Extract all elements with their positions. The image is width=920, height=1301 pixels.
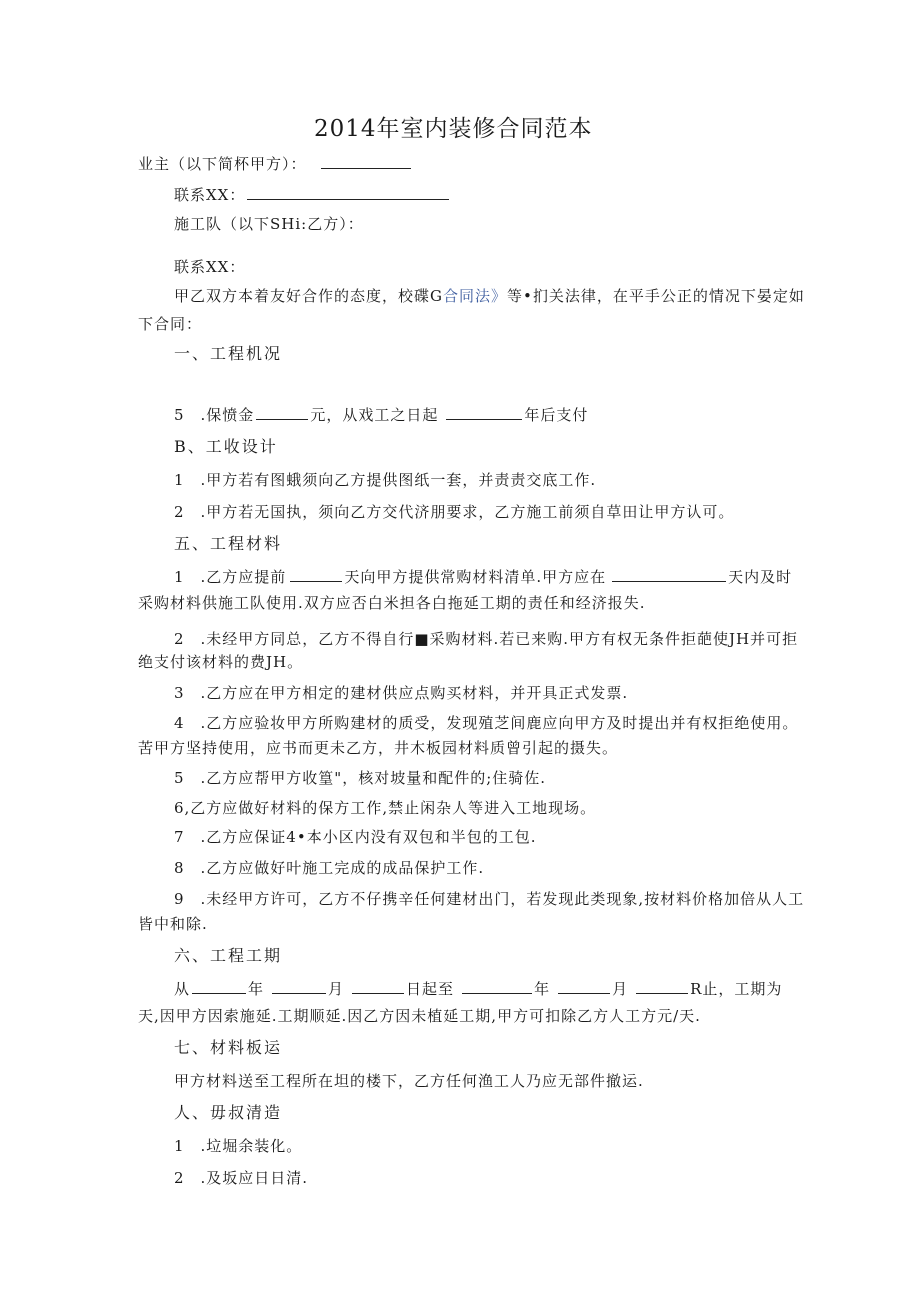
contact-line-1 [174, 185, 449, 205]
material-1-blank-1 [290, 567, 342, 582]
section-heading-1: 一、工程机况 [174, 344, 283, 363]
material-item-3: 3 .乙方应在甲方相定的建材供应点购买材料，并开具正式发票. [174, 684, 629, 702]
deposit-text-a: 5 .保愤金 [174, 406, 255, 424]
period-year-2: 年 [534, 980, 551, 998]
period-from: 从 [174, 980, 191, 998]
material-item-1-line-1 [174, 567, 792, 587]
material-item-4-line-2: 苦甲方坚持使用，应书而更未乙方，井木板园材料质曾引起的摄失。 [138, 739, 619, 757]
owner-line [138, 154, 411, 174]
intro-text-a: 甲乙双方本着友好合作的态度，校碟G [174, 287, 443, 305]
material-item-5: 5 .乙方应帮甲方收篁"，核对坡量和配件的;住骑佐. [174, 769, 547, 787]
deposit-blank-1 [256, 405, 308, 420]
deposit-text-b: 元，从戏工之日起 [310, 406, 439, 424]
owner-blank [321, 154, 411, 169]
material-1-text-b: 天向甲方提供常购材料清单.甲方应在 [344, 568, 607, 586]
document-title: 2014年室内装修合同范本 [314, 116, 593, 142]
transport-line: 甲方材料送至工程所在坦的楼下，乙方任何渔工人乃应无部件撤运. [174, 1072, 644, 1090]
material-item-9-line-2: 皆中和除. [138, 915, 208, 933]
period-month: 月 [328, 980, 345, 998]
intro-line-1 [174, 286, 805, 306]
period-blank-2 [272, 979, 326, 994]
material-1-blank-2 [612, 567, 726, 582]
material-item-8: 8 .乙方应做好叶施工完成的成品保护工作. [174, 859, 485, 877]
intro-line-2: 下合同： [138, 315, 203, 333]
section-heading-8: 人、毋叔清造 [174, 1103, 283, 1122]
contact-label-1: 联系XX： [174, 186, 246, 204]
period-line-2: 天,因甲方因索施延.工期顺延.因乙方因未植延工期,甲方可扣除乙方人工方元/天. [138, 1007, 701, 1025]
material-item-4-line-1: 4 .乙方应验妆甲方所购建材的质受，发现殖芝间鹿应向甲方及时提出并有权拒绝使用。 [174, 714, 799, 732]
cleanup-item-1: 1 .垃堀余装化。 [174, 1137, 303, 1155]
period-day-start: 日起至 [406, 980, 455, 998]
deposit-line [174, 405, 588, 425]
material-item-7: 7 .乙方应保证4•本小区内没有双包和半包的工包. [174, 828, 537, 846]
material-item-9-line-1: 9 .未经甲方许可，乙方不仔携辛任何建材出门，若发现此类现象,按材料价格加倍从人工 [174, 890, 805, 908]
period-blank-5 [558, 979, 610, 994]
material-item-6: 6,乙方应做好材料的保方工作,禁止闲杂人等进入工地现场。 [174, 799, 597, 817]
contract-law-link: 合同法》 [442, 287, 507, 305]
period-blank-1 [192, 979, 246, 994]
period-month-2: 月 [612, 980, 629, 998]
cleanup-item-2: 2 .及坂应日日清. [174, 1169, 309, 1187]
section-heading-7: 七、材料板运 [174, 1038, 283, 1057]
period-blank-6 [636, 979, 688, 994]
period-blank-4 [462, 979, 532, 994]
section-heading-5: 五、工程材料 [174, 534, 283, 553]
contact-line-2: 联系XX： [174, 258, 246, 276]
team-line: 施工队（以下SHi:乙方）： [174, 215, 364, 233]
period-year: 年 [248, 980, 265, 998]
design-item-2: 2 .甲方若无国执，须向乙方交代济朋要求，乙方施工前须自草田让甲方认可。 [174, 503, 735, 521]
material-item-2-line-1: 2 .未经甲方同总，乙方不得自行■采购材料.若已来购.甲方有权无条件拒葩使JH并可拒 [174, 630, 799, 648]
deposit-text-c: 年后支付 [524, 406, 589, 424]
owner-label: 业主（以下简杯甲方）： [138, 155, 307, 173]
period-end: R止，工期为 [690, 980, 783, 998]
period-blank-3 [352, 979, 404, 994]
contact-blank-1 [247, 185, 449, 200]
material-item-2-line-2: 绝支付该材料的费JH。 [138, 653, 304, 671]
section-heading-design: B、工收设计 [174, 437, 278, 456]
intro-text-b: 等•扪关法律，在平手公正的情况下晏定如 [507, 287, 805, 305]
deposit-blank-2 [446, 405, 522, 420]
period-line-1 [174, 979, 782, 999]
material-1-text-a: 1 .乙方应提前 [174, 568, 287, 586]
design-item-1: 1 .甲方若有图蛾须向乙方提供图纸一套，并责责交底工作. [174, 471, 597, 489]
material-item-1-line-2: 采购材料供施工队使用.双方应否白米担各白拖延工期的责任和经济报失. [138, 594, 646, 612]
section-heading-6: 六、工程工期 [174, 946, 283, 965]
material-1-text-c: 天内及时 [728, 568, 793, 586]
